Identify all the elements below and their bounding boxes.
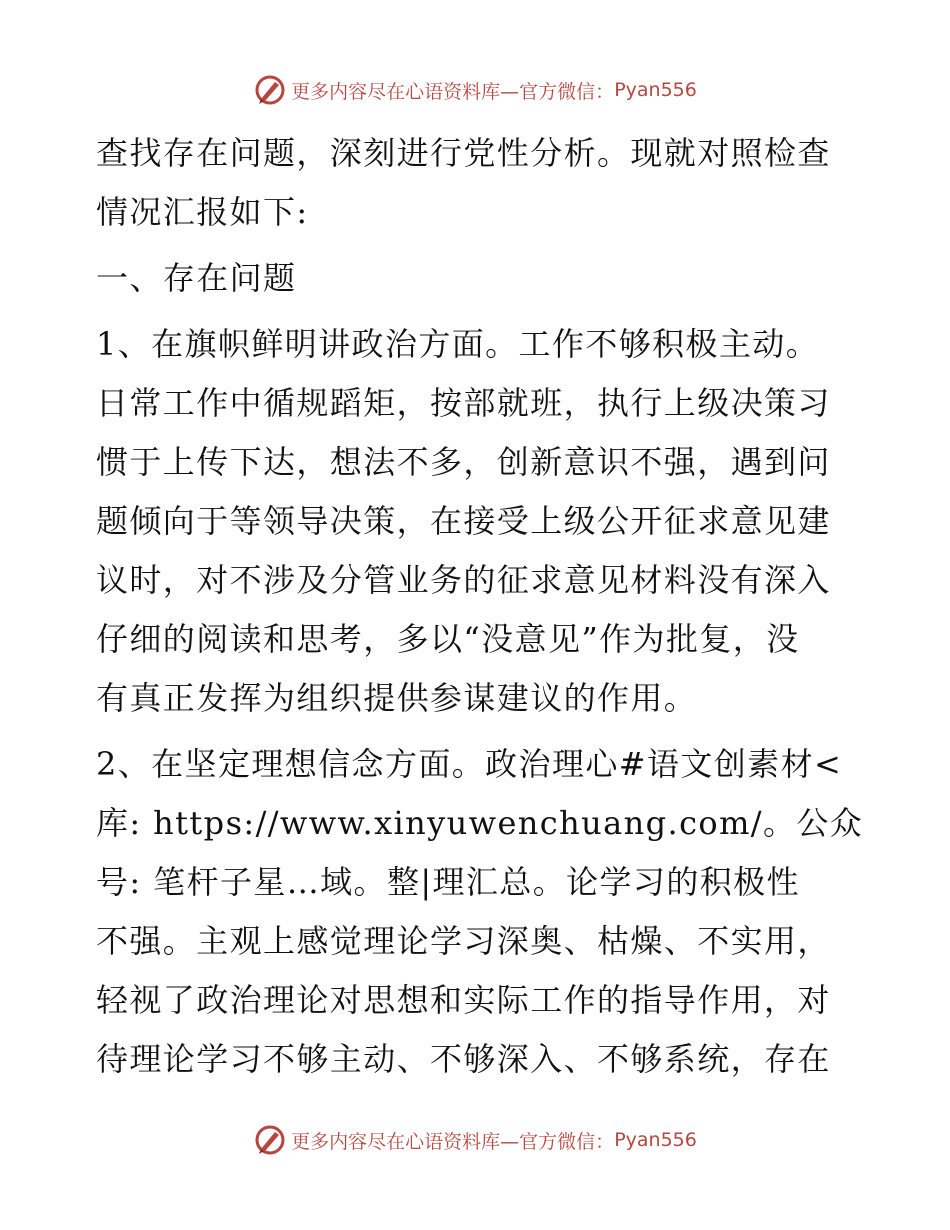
header-watermark-banner — [0, 72, 950, 108]
paragraph1-line: 有真正发挥为组织提供参谋建议的作用。 — [96, 679, 698, 717]
footer-watermark-banner — [0, 1122, 950, 1158]
paragraph2-line: 号: 笔杆子星…域。整|理汇总。论学习的积极性 — [96, 863, 800, 901]
paragraph1-line: 题倾向于等领导决策，在接受上级公开征求意见建 — [96, 502, 831, 540]
footer-watermark-id: Pyan556 — [614, 1129, 697, 1151]
paragraph1-line: 1、在旗帜鲜明讲政治方面。工作不够积极主动。 — [96, 325, 820, 363]
paragraph2-line: 待理论学习不够主动、不够深入、不够系统，存在 — [96, 1040, 831, 1078]
section-heading: 一、存在问题 — [96, 259, 297, 297]
header-watermark-text: 更多内容尽在心语资料库 — [291, 80, 501, 103]
quill-pen-logo-icon — [253, 73, 287, 107]
intro-line: 查找存在问题，深刻进行党性分析。现就对照检查 — [96, 134, 831, 172]
paragraph2-line: 轻视了政治理论对思想和实际工作的指导作用，对 — [96, 981, 831, 1019]
header-watermark-separator: —官方微信： — [500, 80, 615, 103]
intro-line: 情况汇报如下: — [96, 193, 309, 231]
paragraph1-line: 议时，对不涉及分管业务的征求意见材料没有深入 — [96, 561, 831, 599]
paragraph1-line: 仔细的阅读和思考，多以“没意见”作为批复，没 — [96, 620, 800, 658]
footer-watermark-text: 更多内容尽在心语资料库 — [291, 1130, 501, 1153]
footer-watermark-separator: —官方微信： — [500, 1130, 615, 1153]
paragraph1-line: 惯于上传下达，想法不多，创新意识不强，遇到问 — [96, 443, 831, 481]
paragraph2-line: 不强。主观上感觉理论学习深奥、枯燥、不实用， — [96, 922, 831, 960]
header-watermark-id: Pyan556 — [614, 79, 697, 101]
quill-pen-logo-icon — [253, 1123, 287, 1157]
paragraph2-line: 库: https://www.xinyuwenchuang.com/。公众 — [96, 804, 864, 842]
paragraph2-line: 2、在坚定理想信念方面。政治理心#语文创素材< — [96, 745, 843, 783]
paragraph1-line: 日常工作中循规蹈矩，按部就班，执行上级决策习 — [96, 384, 831, 422]
document-body — [96, 124, 864, 1089]
